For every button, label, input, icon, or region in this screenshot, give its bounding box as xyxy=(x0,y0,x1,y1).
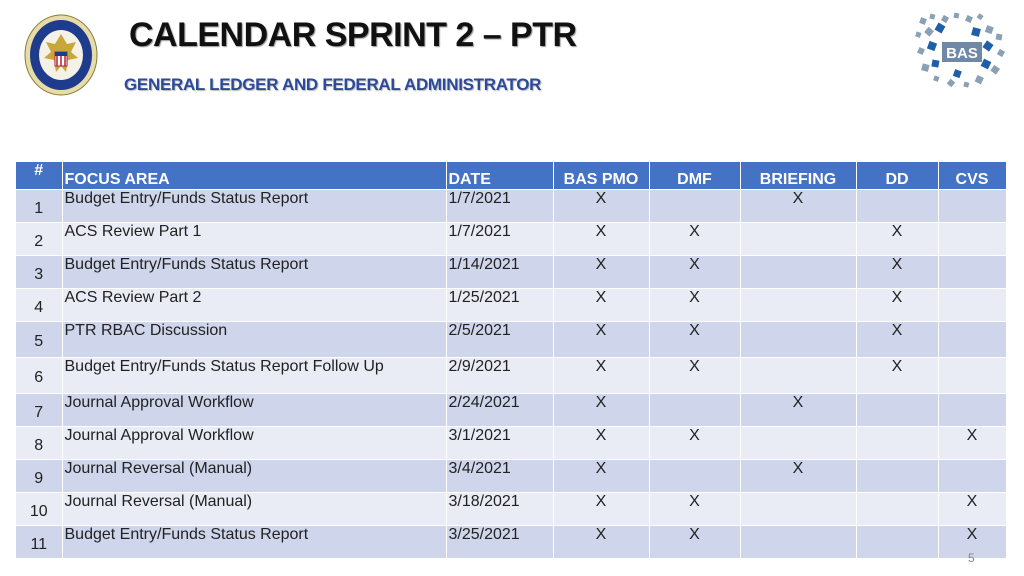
cell-focus: Journal Reversal (Manual) xyxy=(62,460,446,493)
calendar-table xyxy=(16,162,1007,558)
cell-dmf xyxy=(649,394,740,427)
cell-cvs xyxy=(938,223,1006,256)
cell-cvs xyxy=(938,358,1006,394)
cell-dmf: X xyxy=(649,289,740,322)
cell-focus: Budget Entry/Funds Status Report xyxy=(62,256,446,289)
cell-focus: Budget Entry/Funds Status Report xyxy=(62,526,446,559)
cell-bas-pmo: X xyxy=(553,427,649,460)
column-header: FOCUS AREA xyxy=(62,162,446,190)
cell-dd xyxy=(856,460,938,493)
cell-cvs xyxy=(938,460,1006,493)
cell-briefing xyxy=(740,223,856,256)
cell-dmf: X xyxy=(649,526,740,559)
cell-cvs xyxy=(938,256,1006,289)
cell-briefing xyxy=(740,493,856,526)
cell-briefing: X xyxy=(740,394,856,427)
cell-num: 10 xyxy=(16,493,62,526)
page-number: 5 xyxy=(968,551,975,565)
cell-briefing: X xyxy=(740,460,856,493)
cell-briefing xyxy=(740,322,856,358)
cell-dd xyxy=(856,190,938,223)
cell-num: 3 xyxy=(16,256,62,289)
cell-date: 1/14/2021 xyxy=(446,256,553,289)
cell-bas-pmo: X xyxy=(553,493,649,526)
department-of-commerce-seal xyxy=(24,14,98,96)
cell-bas-pmo: X xyxy=(553,223,649,256)
cell-date: 3/18/2021 xyxy=(446,493,553,526)
cell-focus: ACS Review Part 1 xyxy=(62,223,446,256)
cell-briefing xyxy=(740,427,856,460)
table-row xyxy=(16,427,1006,460)
cell-dd: X xyxy=(856,358,938,394)
cell-dd: X xyxy=(856,256,938,289)
cell-focus: PTR RBAC Discussion xyxy=(62,322,446,358)
table-header-row xyxy=(16,162,1006,190)
cell-num: 8 xyxy=(16,427,62,460)
page-title: CALENDAR SPRINT 2 – PTR xyxy=(129,16,577,54)
cell-dmf: X xyxy=(649,256,740,289)
cell-briefing xyxy=(740,526,856,559)
cell-dmf xyxy=(649,190,740,223)
column-header: BAS PMO xyxy=(553,162,649,190)
table-row xyxy=(16,256,1006,289)
table-row xyxy=(16,493,1006,526)
cell-date: 1/25/2021 xyxy=(446,289,553,322)
cell-dmf: X xyxy=(649,358,740,394)
cell-cvs: X xyxy=(938,493,1006,526)
cell-cvs xyxy=(938,322,1006,358)
cell-num: 11 xyxy=(16,526,62,559)
table-row xyxy=(16,394,1006,427)
cell-dd xyxy=(856,394,938,427)
cell-num: 2 xyxy=(16,223,62,256)
cell-briefing xyxy=(740,256,856,289)
column-header: DD xyxy=(856,162,938,190)
table-row xyxy=(16,289,1006,322)
cell-num: 9 xyxy=(16,460,62,493)
cell-bas-pmo: X xyxy=(553,256,649,289)
column-header: DATE xyxy=(446,162,553,190)
page-subtitle: GENERAL LEDGER AND FEDERAL ADMINISTRATOR xyxy=(124,75,542,94)
cell-focus: Budget Entry/Funds Status Report Follow Up xyxy=(62,358,446,394)
column-header: CVS xyxy=(938,162,1006,190)
cell-bas-pmo: X xyxy=(553,289,649,322)
cell-cvs: X xyxy=(938,526,1006,559)
table-row xyxy=(16,358,1006,394)
cell-dmf: X xyxy=(649,322,740,358)
table-row xyxy=(16,526,1006,559)
cell-focus: Journal Approval Workflow xyxy=(62,394,446,427)
table-row xyxy=(16,322,1006,358)
cell-dmf: X xyxy=(649,223,740,256)
cell-date: 2/5/2021 xyxy=(446,322,553,358)
cell-dmf: X xyxy=(649,493,740,526)
cell-bas-pmo: X xyxy=(553,394,649,427)
cell-date: 3/1/2021 xyxy=(446,427,553,460)
cell-date: 3/25/2021 xyxy=(446,526,553,559)
column-header: # xyxy=(16,162,62,190)
cell-num: 6 xyxy=(16,358,62,394)
table-body xyxy=(16,190,1006,559)
cell-date: 3/4/2021 xyxy=(446,460,553,493)
cell-dd: X xyxy=(856,322,938,358)
cell-cvs: X xyxy=(938,427,1006,460)
cell-date: 2/9/2021 xyxy=(446,358,553,394)
cell-date: 1/7/2021 xyxy=(446,190,553,223)
cell-dmf xyxy=(649,460,740,493)
cell-bas-pmo: X xyxy=(553,460,649,493)
cell-date: 2/24/2021 xyxy=(446,394,553,427)
cell-focus: Journal Reversal (Manual) xyxy=(62,493,446,526)
cell-dd: X xyxy=(856,289,938,322)
cell-cvs xyxy=(938,190,1006,223)
bas-logo xyxy=(914,10,1010,96)
cell-cvs xyxy=(938,289,1006,322)
table-row xyxy=(16,223,1006,256)
cell-focus: Journal Approval Workflow xyxy=(62,427,446,460)
cell-bas-pmo: X xyxy=(553,190,649,223)
cell-dd xyxy=(856,493,938,526)
cell-briefing xyxy=(740,289,856,322)
cell-focus: Budget Entry/Funds Status Report xyxy=(62,190,446,223)
cell-num: 5 xyxy=(16,322,62,358)
cell-cvs xyxy=(938,394,1006,427)
cell-dd xyxy=(856,526,938,559)
table-row xyxy=(16,190,1006,223)
cell-date: 1/7/2021 xyxy=(446,223,553,256)
cell-bas-pmo: X xyxy=(553,358,649,394)
cell-bas-pmo: X xyxy=(553,322,649,358)
table-row xyxy=(16,460,1006,493)
cell-num: 7 xyxy=(16,394,62,427)
cell-num: 4 xyxy=(16,289,62,322)
bas-logo-text: BAS xyxy=(946,45,978,62)
cell-num: 1 xyxy=(16,190,62,223)
cell-dd xyxy=(856,427,938,460)
cell-focus: ACS Review Part 2 xyxy=(62,289,446,322)
column-header: BRIEFING xyxy=(740,162,856,190)
cell-briefing xyxy=(740,358,856,394)
column-header: DMF xyxy=(649,162,740,190)
cell-bas-pmo: X xyxy=(553,526,649,559)
cell-dd: X xyxy=(856,223,938,256)
cell-dmf: X xyxy=(649,427,740,460)
cell-briefing: X xyxy=(740,190,856,223)
